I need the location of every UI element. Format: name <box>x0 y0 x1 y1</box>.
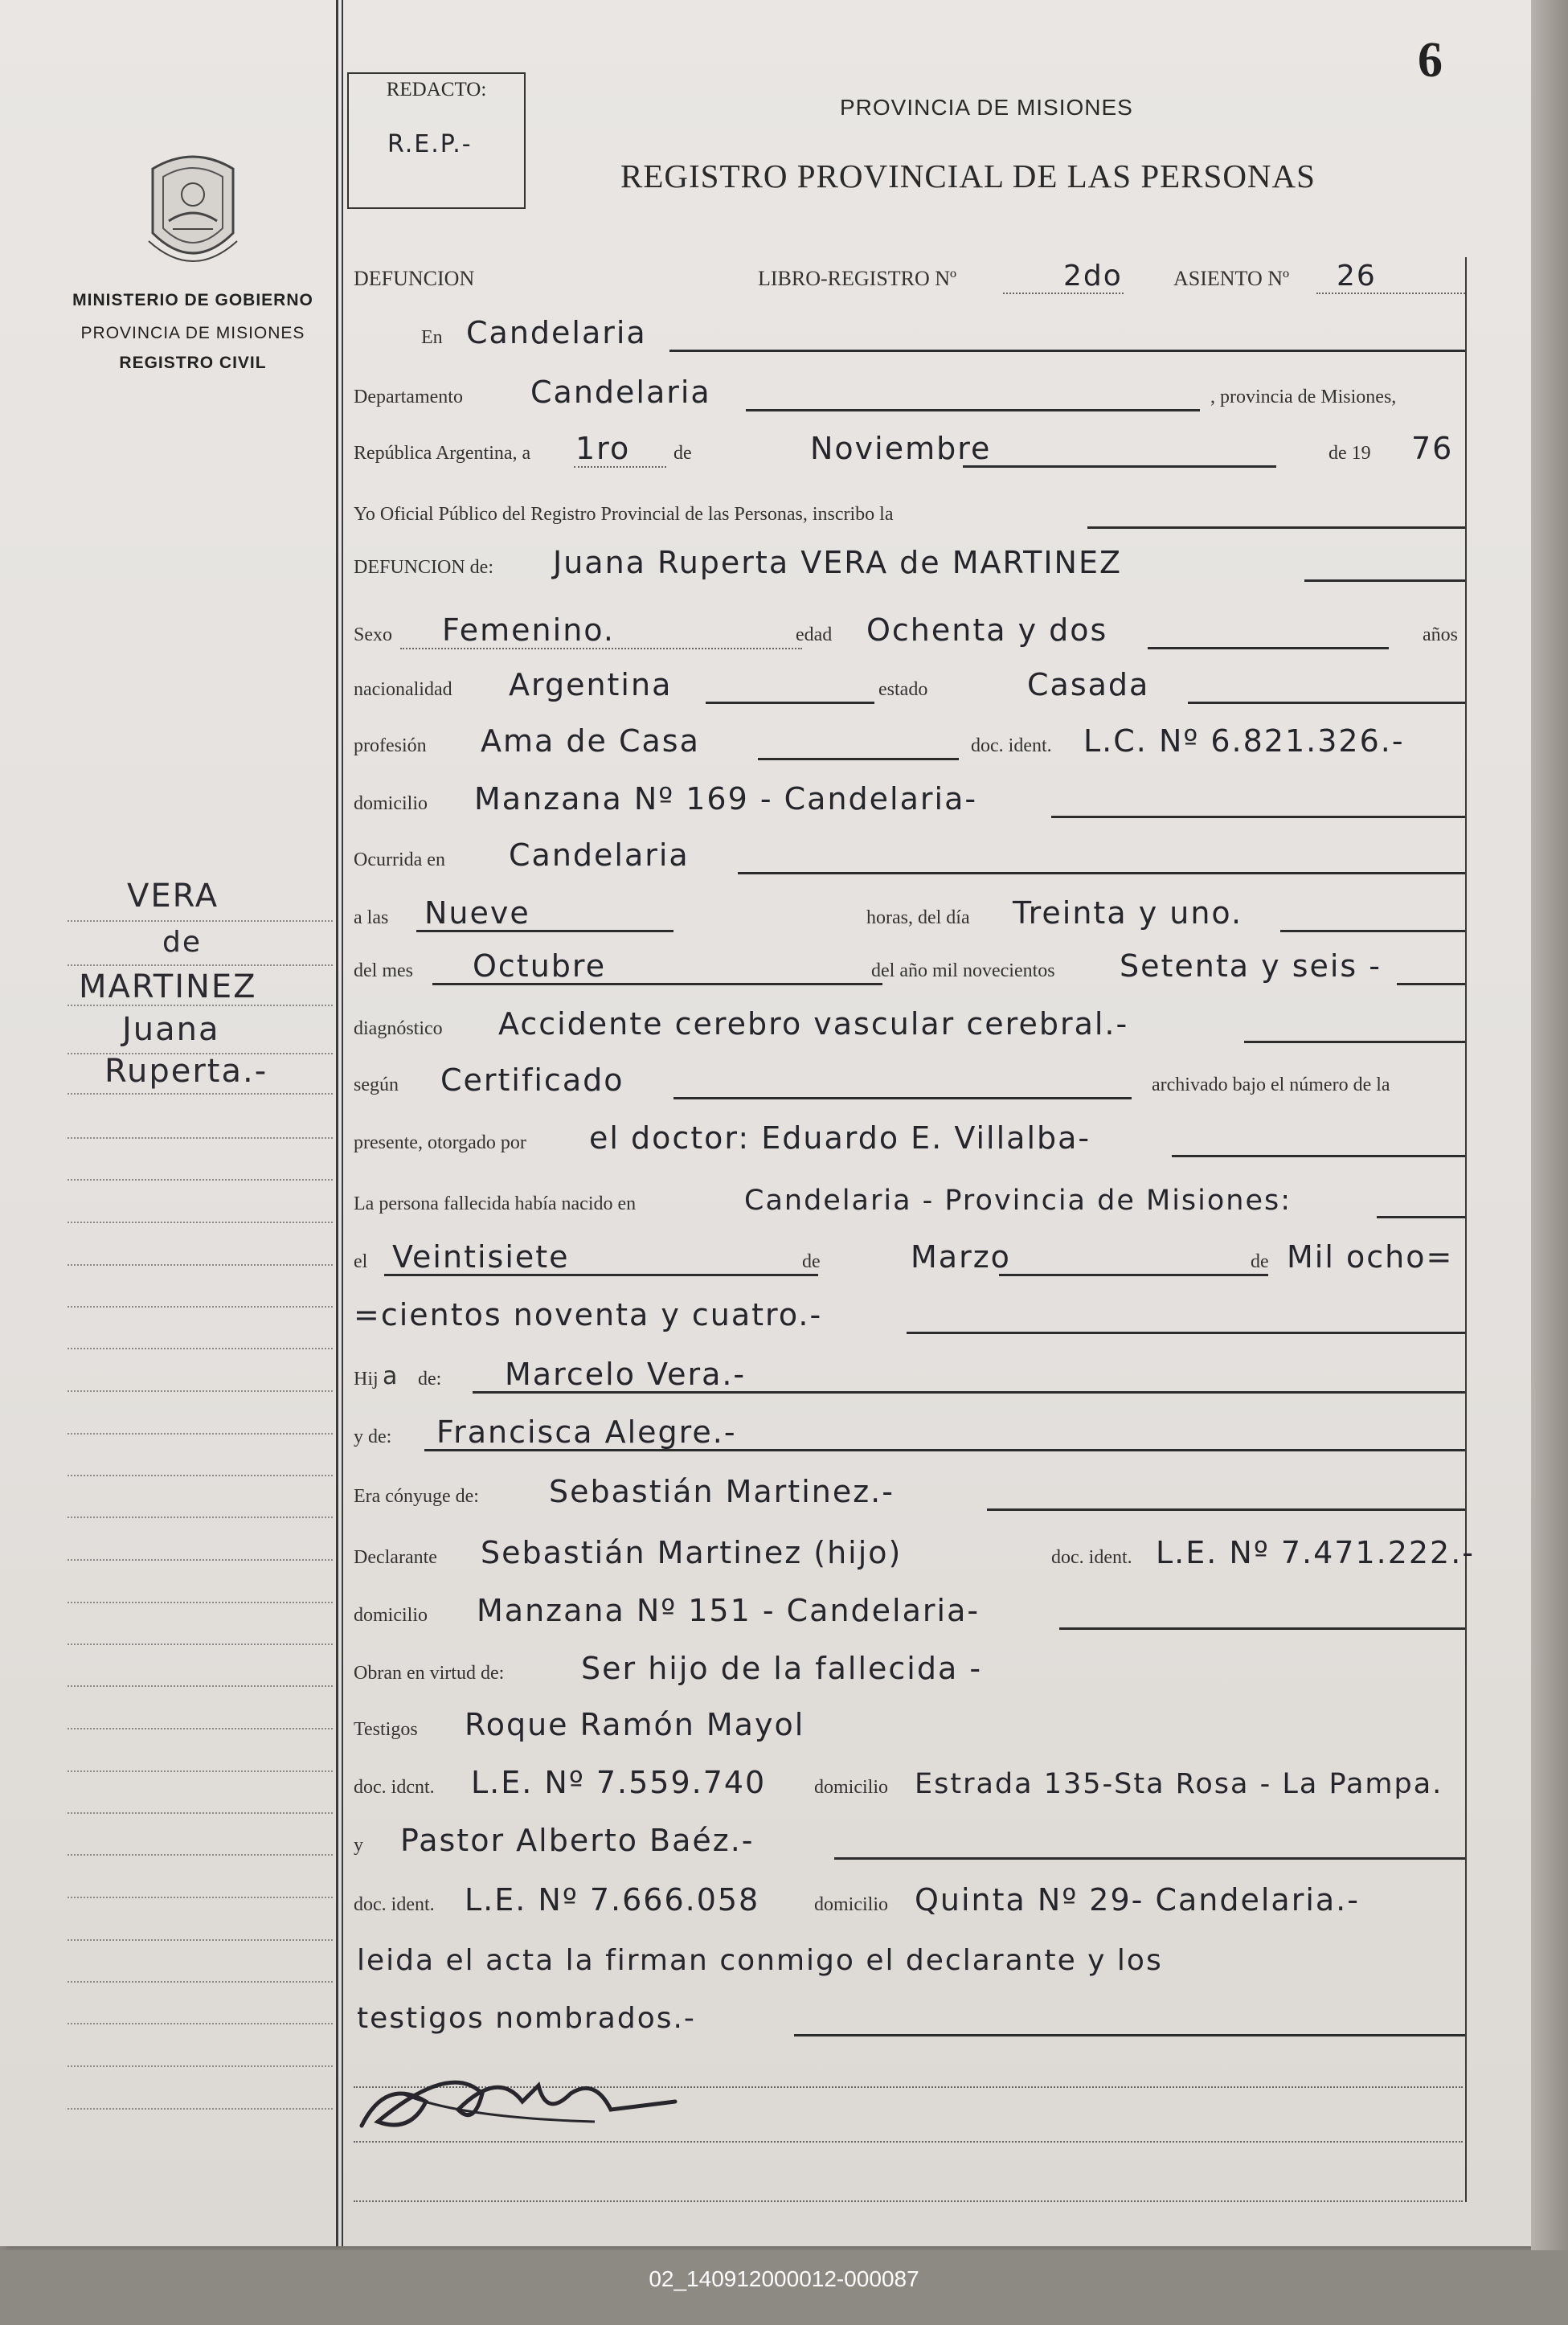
binder-spine <box>1531 0 1568 2250</box>
en-value: Candelaria <box>466 315 647 350</box>
hija-suffix: a <box>383 1362 399 1390</box>
row-domicilio2 <box>352 1590 1465 1638</box>
sexo-label: Sexo <box>354 624 392 645</box>
row-republica <box>352 428 1465 476</box>
row-alas <box>352 892 1465 940</box>
anio2-value: Mil ocho= <box>1287 1239 1454 1275</box>
margin-note-line3: MARTINEZ <box>79 968 257 1005</box>
row-oficial <box>352 489 1465 537</box>
en-label: En <box>421 327 443 348</box>
hija-de-label: de: <box>418 1369 442 1390</box>
docident-label: doc. ident. <box>971 735 1052 756</box>
profesion-label: profesión <box>354 735 427 756</box>
row-diagnostico <box>352 1003 1465 1051</box>
row-testigo2-doc <box>352 1879 1465 1927</box>
ministry-line1: MINISTERIO DE GOBIERNO <box>72 291 313 309</box>
nacionalidad-value: Argentina <box>509 667 673 702</box>
diagnostico-label: diagnóstico <box>354 1018 443 1039</box>
row-obran <box>352 1648 1465 1696</box>
row-en <box>352 312 1465 360</box>
testigos-value: Roque Ramón Mayol <box>465 1707 805 1742</box>
hija-label: Hij <box>354 1369 379 1390</box>
oficial-label: Yo Oficial Público del Registro Provincial de las Personas, inscribo la <box>354 504 894 525</box>
y-label: y <box>354 1835 363 1856</box>
row-record <box>352 254 1465 302</box>
t2-doc-value: L.E. Nº 7.666.058 <box>465 1882 760 1918</box>
libro-value: 2do <box>1063 260 1123 293</box>
ocurrida-value: Candelaria <box>509 837 690 873</box>
row-testigos <box>352 1704 1465 1752</box>
defuncion-value: Juana Ruperta VERA de MARTINEZ <box>553 545 1123 580</box>
testigos-label: Testigos <box>354 1719 418 1740</box>
asiento-label: ASIENTO Nº <box>1173 267 1290 290</box>
presente-label: presente, otorgado por <box>354 1132 526 1153</box>
row-presente <box>352 1117 1465 1165</box>
redacto-label: REDACTO: <box>386 79 487 100</box>
libro-label: LIBRO-REGISTRO Nº <box>758 267 957 290</box>
ministry-line3: REGISTRO CIVIL <box>119 354 267 372</box>
domicilio2-label: domicilio <box>354 1605 428 1626</box>
alas-label: a las <box>354 907 389 928</box>
closing2-text: testigos nombrados.- <box>357 2002 696 2035</box>
t1-doc-value: L.E. Nº 7.559.740 <box>471 1765 767 1800</box>
row-domicilio <box>352 778 1465 826</box>
declarante-doc-value: L.E. Nº 7.471.222.- <box>1156 1535 1476 1570</box>
delmes-value: Octubre <box>473 948 607 984</box>
closing1-text: leida el acta la firman conmigo el declarante y los <box>357 1944 1163 1977</box>
provincial-seal-icon <box>141 145 245 273</box>
defuncion-label: DEFUNCION de: <box>354 557 493 578</box>
nacido-value: Candelaria - Provincia de Misiones: <box>744 1185 1292 1217</box>
el-value: Veintisiete <box>392 1239 570 1275</box>
row-testigo2 <box>352 1819 1465 1868</box>
estado-label: estado <box>878 679 928 700</box>
hija-value: Marcelo Vera.- <box>505 1357 747 1392</box>
t2-dom-value: Quinta Nº 29- Candelaria.- <box>915 1882 1360 1918</box>
cont-value: =cientos noventa y cuatro.- <box>354 1297 823 1332</box>
row-yde <box>352 1411 1465 1459</box>
nacionalidad-label: nacionalidad <box>354 679 452 700</box>
declarante-value: Sebastián Martinez (hijo) <box>481 1535 903 1570</box>
redacto-value: R.E.P.- <box>387 130 473 158</box>
t2-dom-label: domicilio <box>814 1894 888 1915</box>
obran-value: Ser hijo de la fallecida - <box>581 1651 983 1686</box>
row-nacido <box>352 1178 1465 1226</box>
yde-value: Francisca Alegre.- <box>436 1414 737 1450</box>
obran-label: Obran en virtud de: <box>354 1663 505 1684</box>
margin-note-line5: Ruperta.- <box>104 1053 268 1090</box>
t2-doc-label: doc. ident. <box>354 1894 435 1915</box>
ocurrida-label: Ocurrida en <box>354 849 445 870</box>
margin-note-line4: Juana <box>122 1011 220 1048</box>
left-margin-rule <box>336 0 338 2246</box>
sexo-value: Femenino. <box>442 612 615 648</box>
right-rule <box>1465 257 1467 2202</box>
row-testigo1-doc <box>352 1762 1465 1810</box>
de2-label: de <box>802 1251 821 1272</box>
row-conyuge <box>352 1471 1465 1519</box>
margin-note-line2: de <box>162 926 202 959</box>
t2-value: Pastor Alberto Baéz.- <box>400 1823 755 1858</box>
footer-id: 02_140912000012-000087 <box>649 2266 919 2291</box>
t1-doc-label: doc. idcnt. <box>354 1777 435 1798</box>
row-declarante <box>352 1532 1476 1580</box>
departamento-value: Candelaria <box>530 375 711 410</box>
de-label: de <box>673 443 692 464</box>
row-ocurrida <box>352 834 1465 882</box>
docident-value: L.C. Nº 6.821.326.- <box>1083 723 1405 759</box>
el-label: el <box>354 1251 368 1272</box>
segun-value: Certificado <box>440 1062 624 1098</box>
declarante-label: Declarante <box>354 1547 437 1568</box>
inner-rule <box>342 0 343 2246</box>
t1-dom-label: domicilio <box>814 1777 888 1798</box>
edad-value: Ochenta y dos <box>866 612 1108 648</box>
de3-label: de <box>1251 1251 1269 1272</box>
conyuge-label: Era cónyuge de: <box>354 1486 479 1507</box>
header-province: PROVINCIA DE MISIONES <box>840 95 1133 120</box>
record-type-label: DEFUNCION <box>354 267 475 290</box>
anios-label: años <box>1423 624 1458 645</box>
ministry-line2: PROVINCIA DE MISIONES <box>80 324 305 342</box>
declarante-doc-label: doc. ident. <box>1051 1547 1132 1568</box>
horas-label: horas, del día <box>866 907 970 928</box>
row-closing1 <box>352 1938 1465 1987</box>
domicilio-label: domicilio <box>354 793 428 814</box>
row-hija <box>352 1353 1465 1402</box>
row-sexo <box>352 609 1465 657</box>
row-closing2 <box>352 1996 1465 2045</box>
delanio-value: Setenta y seis - <box>1120 948 1382 984</box>
row-departamento <box>352 371 1465 420</box>
header-title: REGISTRO PROVINCIAL DE LAS PERSONAS <box>620 158 1316 194</box>
row-el <box>352 1236 1465 1284</box>
row-segun <box>352 1059 1465 1107</box>
page-number: 6 <box>1418 33 1443 88</box>
alas-value: Nueve <box>424 895 530 931</box>
edad-label: edad <box>796 624 833 645</box>
row-defuncion <box>352 542 1465 590</box>
mes-value: Noviembre <box>810 431 992 466</box>
conyuge-value: Sebastián Martinez.- <box>549 1474 895 1509</box>
row-profesion <box>352 720 1465 768</box>
dia2-value: Treinta y uno. <box>1013 895 1243 931</box>
profesion-value: Ama de Casa <box>481 723 700 759</box>
margin-note-line1: VERA <box>127 878 219 915</box>
archivado-label: archivado bajo el número de la <box>1152 1074 1390 1095</box>
segun-label: según <box>354 1074 399 1095</box>
anio-value: 76 <box>1411 431 1454 466</box>
domicilio-value: Manzana Nº 169 - Candelaria- <box>474 781 978 817</box>
asiento-value: 26 <box>1337 260 1377 293</box>
diagnostico-value: Accidente cerebro vascular cerebral.- <box>498 1006 1129 1042</box>
t1-dom-value: Estrada 135-Sta Rosa - La Pampa. <box>915 1768 1443 1800</box>
estado-value: Casada <box>1027 667 1150 702</box>
yde-label: y de: <box>354 1427 392 1447</box>
nacido-label: La persona fallecida había nacido en <box>354 1193 637 1214</box>
redacto-box <box>347 72 526 209</box>
row-delmes <box>352 945 1465 993</box>
presente-value: el doctor: Eduardo E. Villalba- <box>589 1120 1091 1156</box>
dia-value: 1ro <box>575 431 631 466</box>
domicilio2-value: Manzana Nº 151 - Candelaria- <box>477 1593 981 1628</box>
mes2-value: Marzo <box>911 1239 1011 1275</box>
delanio-label: del año mil novecientos <box>871 960 1055 981</box>
de19-label: de 19 <box>1329 443 1371 464</box>
republica-label: República Argentina, a <box>354 443 531 464</box>
provincia-label: , provincia de Misiones, <box>1210 387 1397 407</box>
row-nacionalidad <box>352 664 1465 712</box>
row-continuation <box>352 1294 1465 1342</box>
delmes-label: del mes <box>354 960 413 981</box>
departamento-label: Departamento <box>354 387 463 407</box>
blank-line <box>354 2200 1463 2202</box>
signature-icon <box>354 2045 715 2142</box>
